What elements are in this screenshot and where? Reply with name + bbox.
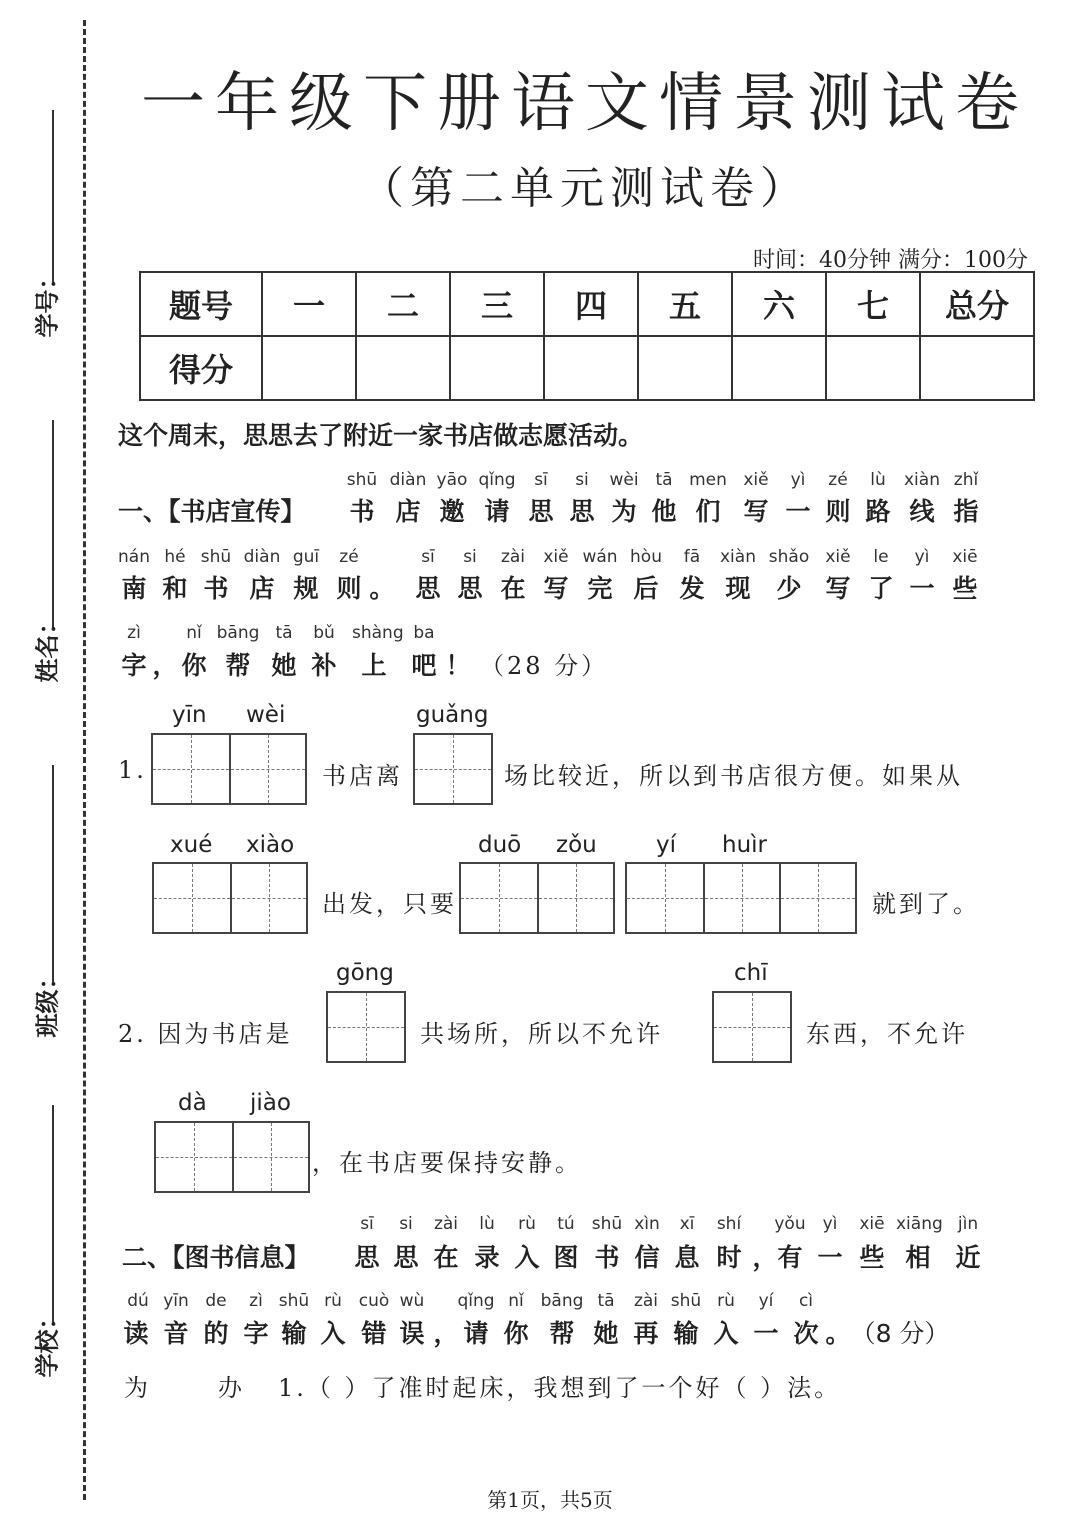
text-char: 为 [611,497,637,526]
pinyin-syllable: ba [413,623,435,643]
text-char: 邀 [439,497,465,526]
text-char: 入 [320,1319,346,1348]
text-char: 图 [553,1243,579,1272]
pinyin-syllable: zì [249,1291,263,1311]
score-cell[interactable] [450,336,544,400]
text-char: 你 [503,1319,529,1348]
text-char: 思 [528,497,554,526]
table-header-cell: 四 [544,272,638,336]
pinyin-syllable: guī [292,547,320,567]
pinyin-syllable: xiě [825,547,851,567]
pinyin-syllable: yì [822,1214,838,1234]
text-char: 入 [514,1243,540,1272]
table-header-cell: 题号 [140,272,262,336]
pinyin-syllable: shū [591,1214,623,1234]
score-cell[interactable] [732,336,826,400]
text-char: ， [152,651,178,680]
score-table [139,271,1035,401]
text-char: 一 [785,497,811,526]
pinyin-syllable: shū [200,547,232,567]
table-header-cell: 总分 [920,272,1034,336]
name-label: 姓名： [33,610,62,683]
writing-grid[interactable] [151,733,307,805]
q2-text1: 共场所，所以不允许 [420,1020,663,1048]
pinyin-syllable: shū [670,1291,702,1311]
text-char: 则 [825,497,851,526]
text-char: 信 [634,1243,660,1272]
pinyin-syllable: diàn [243,547,281,567]
pinyin-label: duō [478,832,522,858]
pinyin-syllable: xiàn [720,547,756,567]
pinyin-label: guǎng [416,702,489,728]
text-char: 你 [181,651,207,680]
text-char: 南 [121,574,147,603]
pinyin-syllable: shí [716,1214,742,1234]
text-char: 些 [859,1243,885,1272]
pinyin-syllable: wèi [609,470,639,490]
writing-grid[interactable] [712,991,792,1063]
pinyin-syllable: wán [582,547,618,567]
text-char: 音 [163,1319,189,1348]
pinyin-syllable: cì [798,1291,814,1311]
score-cell[interactable] [544,336,638,400]
text-char: 帮 [549,1319,575,1348]
text-char: 补 [311,651,337,680]
class-blank [52,765,54,985]
page-footer: 第1页，共5页 [487,1488,613,1512]
pinyin-syllable: rù [324,1291,342,1311]
score-cell[interactable] [826,336,920,400]
writing-grid[interactable] [152,862,308,934]
pinyin-label: zǒu [556,832,597,858]
pinyin-syllable: zài [500,547,526,567]
class-label: 班级： [33,965,62,1038]
section1-score: （28 分） [480,652,609,680]
pinyin-syllable: diàn [389,470,427,490]
text-char: 写 [743,497,769,526]
text-char: 字 [121,651,147,680]
pinyin-syllable: yǒu [774,1214,806,1234]
text-char: 少 [776,574,802,603]
text-char: 。 [369,574,395,603]
name-blank [52,420,54,630]
pinyin-syllable: xiàn [904,470,940,490]
text-char: 近 [955,1243,981,1272]
pinyin-syllable: xiě [743,470,769,490]
pinyin-syllable: tú [557,1214,575,1234]
text-char: 思 [393,1243,419,1272]
pinyin-syllable: bāng [540,1291,584,1311]
pinyin-syllable: bāng [216,623,260,643]
table-row-label: 得分 [140,336,262,400]
text-char: 写 [543,574,569,603]
text-char: 书 [203,574,229,603]
option-word: 办 [218,1374,245,1402]
text-char: 和 [162,574,188,603]
text-char: 些 [952,574,978,603]
text-char: 输 [281,1319,307,1348]
student-id-label: 学号： [33,265,62,338]
pinyin-syllable: xiě [543,547,569,567]
writing-grid[interactable] [413,733,493,805]
binding-dashed-line [83,20,86,1500]
score-table-score-row [140,336,1034,400]
q1-text2: 场比较近，所以到书店很方便。如果从 [504,762,963,790]
table-header-cell: 一 [262,272,356,336]
text-char: ， [752,1243,778,1272]
pinyin-label: jiào [250,1090,291,1116]
pinyin-syllable: zé [339,547,359,567]
pinyin-syllable: xiē [859,1214,885,1234]
writing-grid[interactable] [326,991,406,1063]
pinyin-label: xiào [246,832,295,858]
pinyin-syllable: hé [164,547,186,567]
pinyin-syllable: shǎo [768,547,810,567]
q1-text3: 出发，只要 [322,890,457,918]
pinyin-syllable: sī [534,470,548,490]
pinyin-syllable: qǐng [478,470,516,490]
text-char: 次 [793,1319,819,1348]
option-word: 为 [124,1374,151,1402]
text-char: 相 [905,1243,931,1272]
pinyin-syllable: zì [127,623,141,643]
pinyin-syllable: rù [518,1214,536,1234]
pinyin-syllable: cuò [358,1291,390,1311]
pinyin-syllable: zé [828,470,848,490]
writing-grid[interactable] [625,862,857,934]
text-char: 书 [594,1243,620,1272]
school-label: 学校： [33,1305,62,1378]
text-char: 读 [123,1319,149,1348]
text-char: 完 [587,574,613,603]
text-char: 入 [713,1319,739,1348]
pinyin-label: yīn [172,702,207,728]
pinyin-syllable: nǐ [508,1291,524,1311]
q1-text1: 书店离 [322,762,403,790]
text-char: 路 [865,497,891,526]
text-char: 写 [825,574,851,603]
pinyin-syllable: yì [790,470,806,490]
page-subtitle: （第二单元测试卷） [360,163,810,214]
text-char: 一 [817,1243,843,1272]
pinyin-syllable: jìn [957,1214,979,1234]
pinyin-label: xué [170,832,213,858]
pinyin-label: wèi [246,702,286,728]
intro-text: 这个周末，思思去了附近一家书店做志愿活动。 [118,421,644,450]
pinyin-syllable: hòu [630,547,662,567]
writing-grid[interactable] [154,1121,310,1193]
table-header-cell: 五 [638,272,732,336]
table-header-cell: 六 [732,272,826,336]
text-char: 思 [354,1243,380,1272]
pinyin-syllable: xī [679,1214,695,1234]
pinyin-syllable: fā [683,547,701,567]
text-char: 则 [336,574,362,603]
text-char: ， [433,1319,459,1348]
pinyin-label: gōng [336,960,394,986]
text-char: 错 [361,1319,387,1348]
pinyin-syllable: shàng [352,623,404,643]
text-char: 们 [695,497,721,526]
pinyin-syllable: xiāng [896,1214,943,1234]
text-char: 店 [395,497,421,526]
q1-number: 1. [118,756,147,784]
pinyin-syllable: yí [758,1291,774,1311]
text-char: 书 [349,497,375,526]
page-title: 一年级下册语文情景测试卷 [141,67,1029,141]
pinyin-syllable: de [205,1291,227,1311]
pinyin-syllable: si [399,1214,413,1234]
text-char: 请 [484,497,510,526]
table-header-cell: 二 [356,272,450,336]
text-char: 录 [474,1243,500,1272]
pinyin-syllable: zài [433,1214,459,1234]
pinyin-label: chī [734,960,768,986]
pinyin-syllable: qǐng [457,1291,495,1311]
q2-text0: 2. 因为书店是 [118,1020,293,1048]
pinyin-syllable: yīn [163,1291,189,1311]
text-char: 现 [725,574,751,603]
writing-grid[interactable] [459,862,615,934]
text-char: 时 [716,1243,742,1272]
text-char: 请 [463,1319,489,1348]
score-cell[interactable] [638,336,732,400]
text-char: 息 [674,1243,700,1272]
text-char: 有 [777,1243,803,1272]
text-char: 思 [457,574,483,603]
section2-q1-text: 1.（ ）了准时起床，我想到了一个好（ ）法。 [278,1374,842,1402]
text-char: （8 分） [850,1319,950,1348]
text-char: 上 [361,651,387,680]
pinyin-syllable: shū [278,1291,310,1311]
score-table-header-row [140,272,1034,336]
pinyin-syllable: sī [360,1214,374,1234]
text-char: 思 [415,574,441,603]
pinyin-syllable: xìn [634,1214,660,1234]
school-blank [52,1105,54,1325]
pinyin-syllable: sī [421,547,435,567]
pinyin-syllable: men [689,470,727,490]
pinyin-syllable: nán [118,547,150,567]
text-char: 了 [868,574,894,603]
pinyin-syllable: bǔ [313,623,335,643]
table-header-cell: 三 [450,272,544,336]
pinyin-label: yí [656,832,677,858]
pinyin-syllable: tā [655,470,673,490]
text-char: 规 [293,574,319,603]
table-header-cell: 七 [826,272,920,336]
score-cell[interactable] [262,336,356,400]
text-char: 他 [651,497,677,526]
text-char: 帮 [225,651,251,680]
pinyin-syllable: shū [346,470,378,490]
pinyin-syllable: xiē [952,547,978,567]
text-char: 一 [909,574,935,603]
text-char: 后 [633,574,659,603]
q1-text4: 就到了。 [872,890,980,918]
text-char: 线 [909,497,935,526]
pinyin-label: huìr [722,832,768,858]
text-char: 店 [249,574,275,603]
pinyin-syllable: yì [914,547,930,567]
pinyin-syllable: yāo [436,470,468,490]
text-char: 再 [633,1319,659,1348]
pinyin-syllable: dú [127,1291,149,1311]
text-char: 她 [271,651,297,680]
text-char: 误 [399,1319,425,1348]
pinyin-syllable: tā [275,623,293,643]
text-char: 在 [500,574,526,603]
pinyin-syllable: le [873,547,889,567]
text-char: 她 [593,1319,619,1348]
text-char: 在 [433,1243,459,1272]
pinyin-syllable: si [463,547,477,567]
pinyin-syllable: zhǐ [953,470,979,490]
text-char: 吧 [411,651,437,680]
text-char: 字 [243,1319,269,1348]
text-char: 思 [569,497,595,526]
text-char: 一 [753,1319,779,1348]
text-char: 发 [679,574,705,603]
pinyin-syllable: wù [399,1291,425,1311]
pinyin-label: dà [178,1090,207,1116]
score-cell[interactable] [356,336,450,400]
pinyin-syllable: zài [633,1291,659,1311]
text-char: ！ [445,651,471,680]
time-info: 时间：40分钟 满分：100分 [753,248,1028,273]
score-cell[interactable] [920,336,1034,400]
section2-heading-prefix: 二、【图书信息】 [122,1243,310,1272]
text-char: 输 [673,1319,699,1348]
section1-heading-prefix: 一、【书店宣传】 [118,497,306,526]
text-char: 的 [203,1319,229,1348]
text-char: 指 [953,497,979,526]
q2-text2: 东西，不允许 [806,1020,968,1048]
pinyin-syllable: rù [717,1291,735,1311]
pinyin-syllable: si [575,470,589,490]
pinyin-syllable: lù [870,470,886,490]
pinyin-syllable: nǐ [186,623,202,643]
pinyin-syllable: lù [479,1214,495,1234]
q2-text3: ，在书店要保持安静。 [312,1149,582,1177]
text-char: 。 [825,1319,851,1348]
pinyin-syllable: tā [597,1291,615,1311]
